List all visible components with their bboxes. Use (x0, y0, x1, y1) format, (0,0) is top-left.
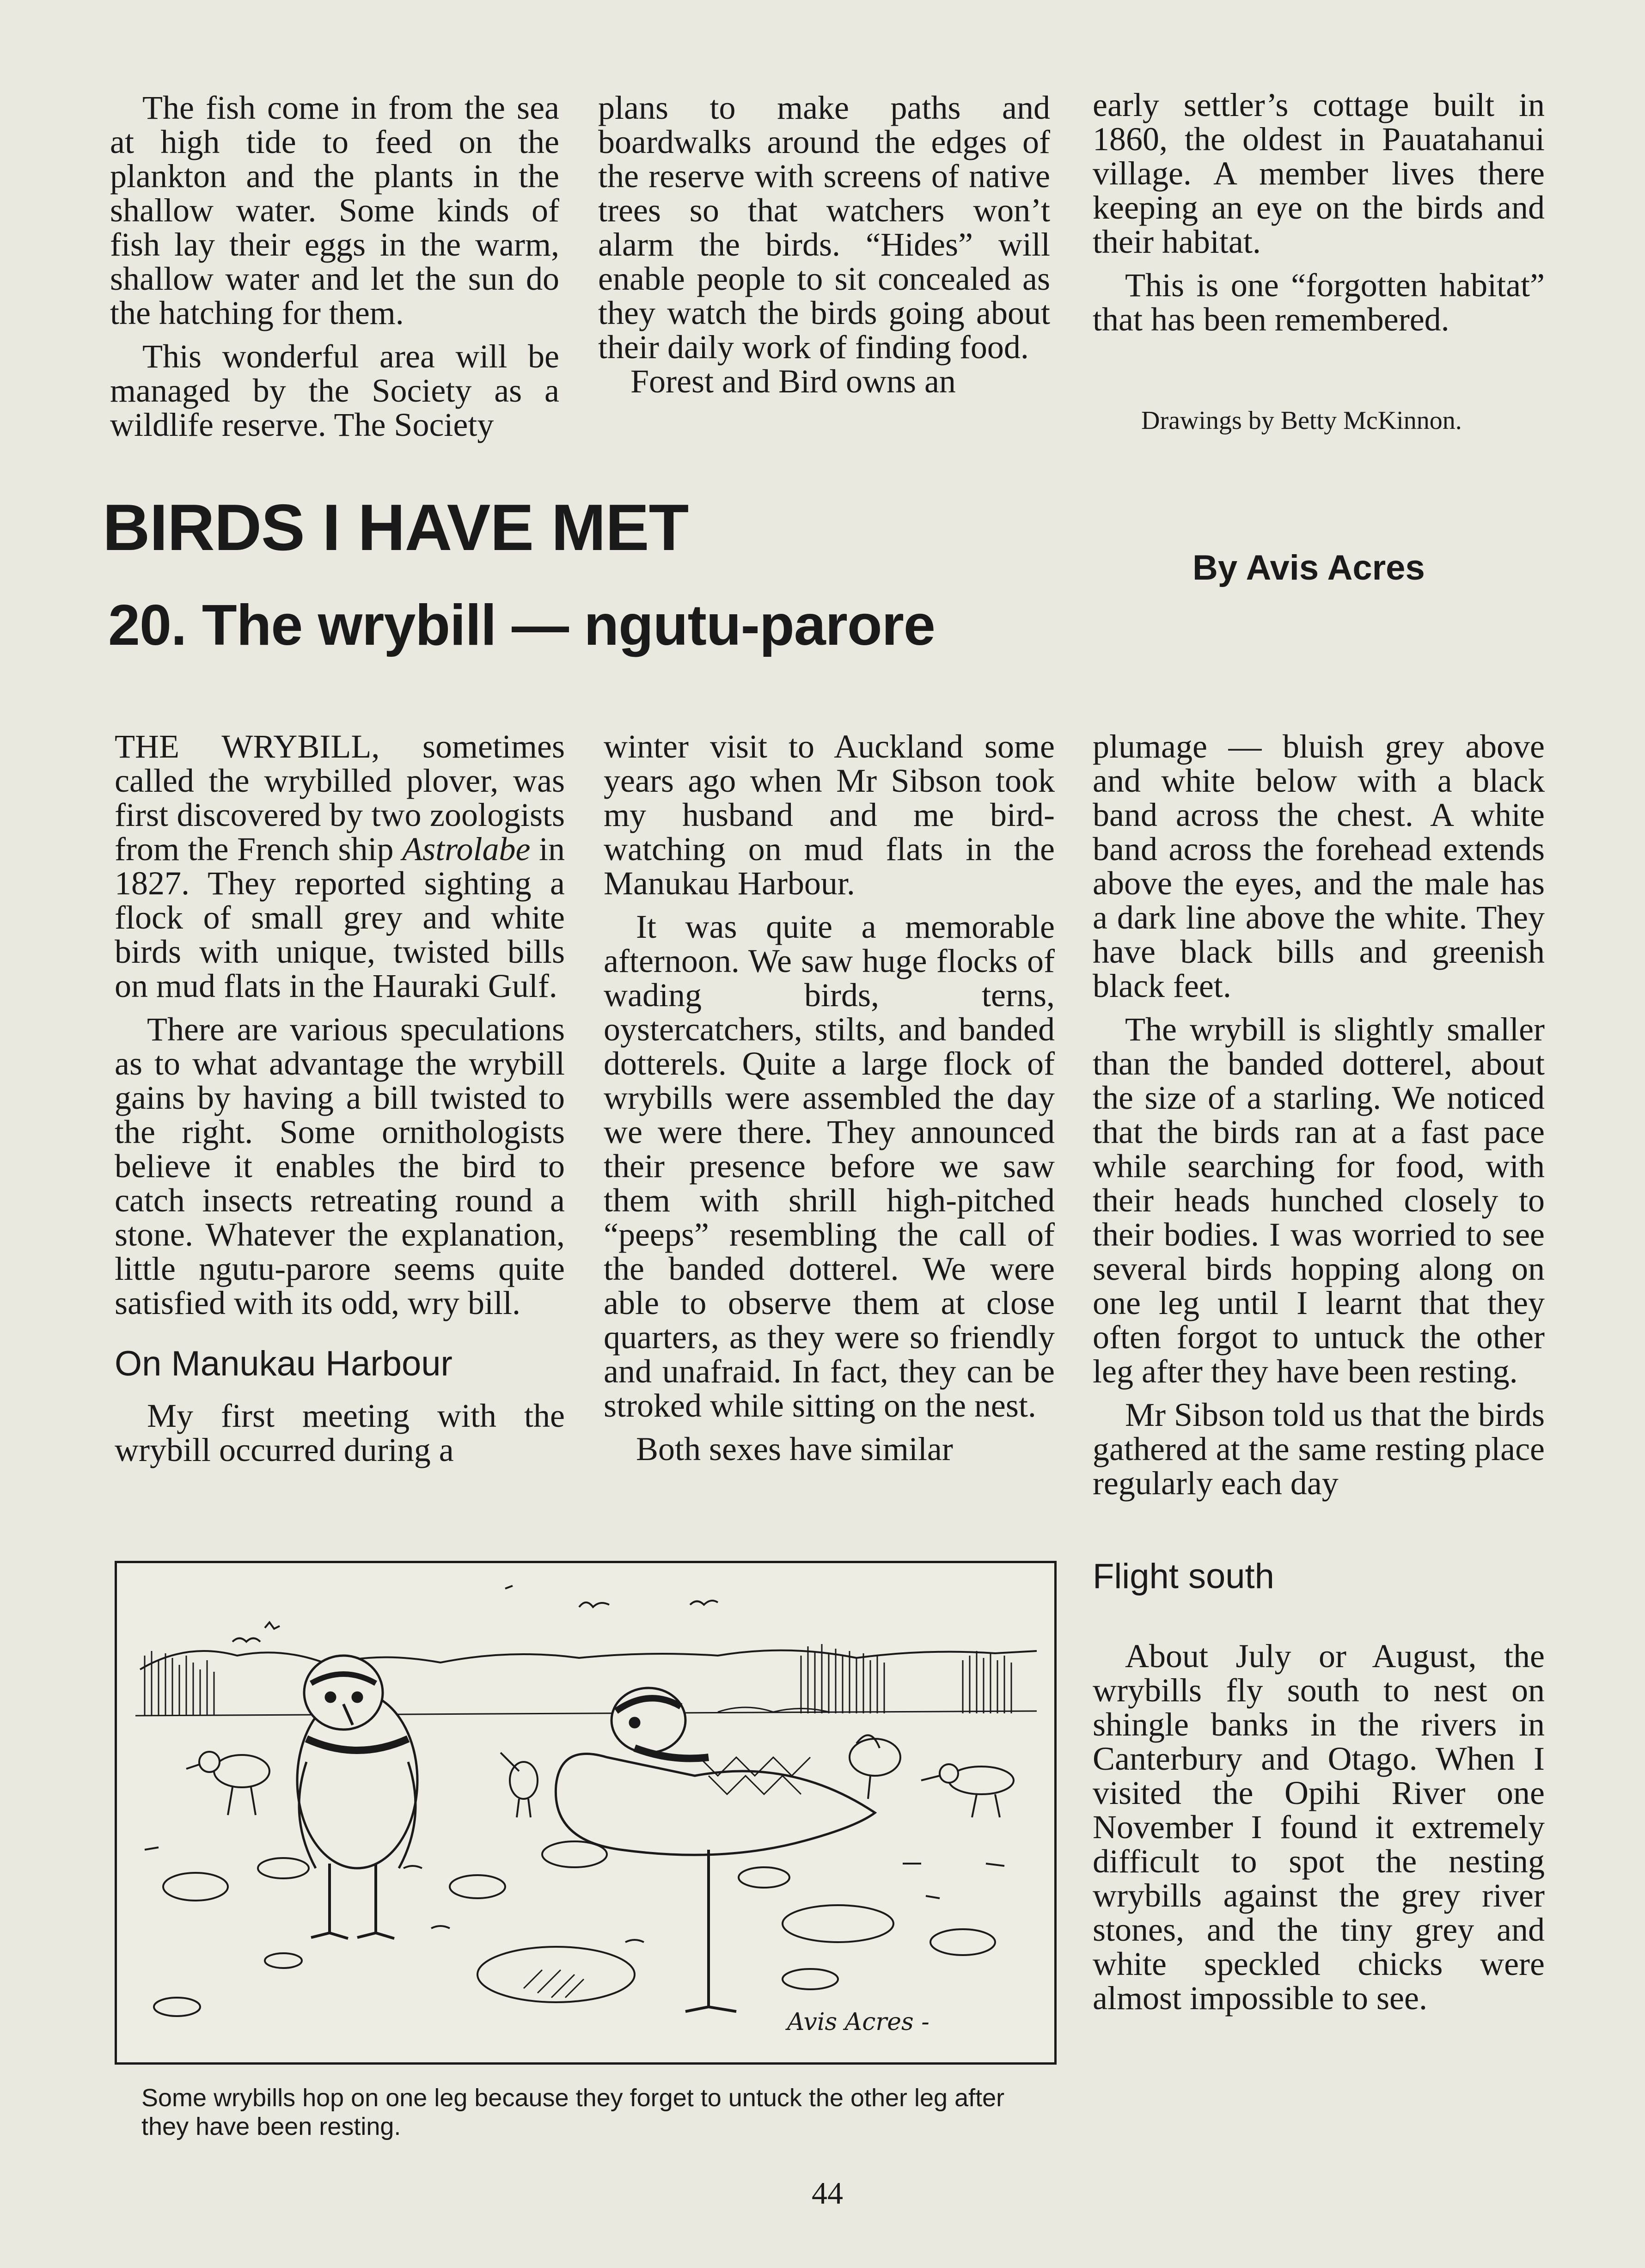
top-col3-paragraph-2: This is one “forgotten habitat” that has been remembered. (1093, 267, 1545, 338)
top-col2-paragraph-2: Forest and Bird owns an (630, 363, 956, 400)
article-col3-paragraph-4: About July or August, the wrybills fly south to nest on shingle banks in the rivers in Canterbury and Otago. When I visited the Opihi River one November I found it extremely difficult to spot the nesting wrybills against the grey river stones, and the tiny grey and white speckled chicks were almost impossible to see. (1093, 1638, 1545, 2017)
top-col1-paragraph-1: The fish come in from the sea at high tide to feed on the plankton and the plants in the shallow water. Some kinds of fish lay their eggs in the warm, shallow water and let the sun do the hatching for them. (110, 89, 559, 331)
article-col1-paragraph-3: My first meeting with the wrybill occurred during a (115, 1397, 565, 1468)
byline: By Avis Acres (1192, 548, 1425, 587)
article-col3-paragraph-3: Mr Sibson told us that the birds gathered at the same resting place regularly each day (1093, 1396, 1545, 1502)
distant-hills (140, 1651, 1037, 1669)
article-column-3 (1093, 729, 1545, 2015)
intro-text: THE WRYBILL, sometimes called the wrybilled plover, was first discovered by two zoologists from the French ship (115, 728, 565, 868)
flying-bird-icon (690, 1601, 718, 1605)
top-column-2 (598, 91, 1050, 398)
wrybill-standing-front (297, 1656, 417, 1938)
wrybill-drawing (117, 1563, 1054, 2062)
article-col1-paragraph-1 (115, 729, 565, 1003)
article-col2-paragraph-2: It was quite a memorable afternoon. We saw huge flocks of wading birds, terns, oystercatchers, stilts, and banded dotterels. Quite a large flock of wrybills were assembled the day we were there. They announced their presence before we saw them with shrill high-pitched “peeps” resembling the call of the banded dotterel. We were able to observe them at close quarters, as they were so friendly and unafraid. In fact, they can be stroked while sitting on the nest. (604, 908, 1055, 1424)
river-stones (145, 1841, 1004, 2016)
article-column-2 (604, 729, 1055, 1466)
article-col3-paragraph-1: plumage — bluish grey above and white below with a black band across the chest. A white band across the forehead extends above the eyes, and the male has a dark line above the white. They have black bills and greenish black feet. (1093, 728, 1545, 1004)
flying-bird-icon (232, 1638, 260, 1642)
subheading-flight-south: Flight south (1093, 1557, 1274, 1596)
top-col1-paragraph-2: This wonderful area will be managed by the Society as a wildlife reserve. The Society (110, 338, 559, 443)
top-col3-paragraph-1: early settler’s cottage built in 1860, the oldest in Pauatahanui village. A member lives there keeping an eye on the birds and their habitat. (1093, 86, 1545, 260)
article-col1-paragraph-2: There are various speculations as to what advantage the wrybill gains by having a bill twisted to the right. Some ornithologists believe it enables the bird to catch insects retreating round a stone. Whatever the explanation, little ngutu-parore seems quite satisfied with its odd, wry bill. (115, 1011, 565, 1321)
illustration-caption: Some wrybills hop on one leg because they forget to untuck the other leg after they have been resting. (141, 2084, 1005, 2140)
wrybill-illustration (115, 1561, 1057, 2065)
artist-signature: Avis Acres - (787, 2008, 930, 2036)
ship-name: Astrolabe (402, 831, 531, 868)
article-column-1 (115, 729, 565, 1467)
article-col2-paragraph-1: winter visit to Auckland some years ago when Mr Sibson took my husband and me bird-watching on mud flats in the Manukau Harbour. (604, 728, 1055, 902)
article-title: 20. The wrybill — ngutu-parore (108, 593, 935, 657)
series-heading: BIRDS I HAVE MET (103, 491, 689, 564)
intro-text-end: in 1827. They reported sighting a flock of small grey and white birds with unique, twisted bills on mud flats in the Hauraki Gulf. (115, 831, 565, 1004)
article-col2-paragraph-3: Both sexes have similar (636, 1430, 953, 1467)
flying-bird-icon (265, 1622, 280, 1629)
top-col2-paragraph-1: plans to make paths and boardwalks around the edges of the reserve with screens of native trees so that watchers won’t alarm the birds. “Hides” will enable people to sit concealed as they watch the birds going about their daily work of finding food. (598, 89, 1050, 366)
top-column-1 (110, 91, 559, 442)
article-col3-paragraph-2: The wrybill is slightly smaller than the banded dotterel, about the size of a starling. We noticed that the birds ran at a fast pace while searching for food, with their heads hunched closely to their bodies. I was worried to see several birds hopping along on one leg until I learnt that they often forgot to untuck the other leg after they have been resting. (1093, 1011, 1545, 1390)
shoreline (135, 1711, 1037, 1716)
flying-bird-icon (505, 1586, 513, 1589)
flying-bird-icon (579, 1602, 609, 1607)
subheading-manukau: On Manukau Harbour (115, 1344, 453, 1383)
page-number: 44 (812, 2176, 843, 2211)
drawings-credit: Drawings by Betty McKinnon. (1141, 406, 1462, 435)
top-column-3 (1093, 88, 1545, 336)
